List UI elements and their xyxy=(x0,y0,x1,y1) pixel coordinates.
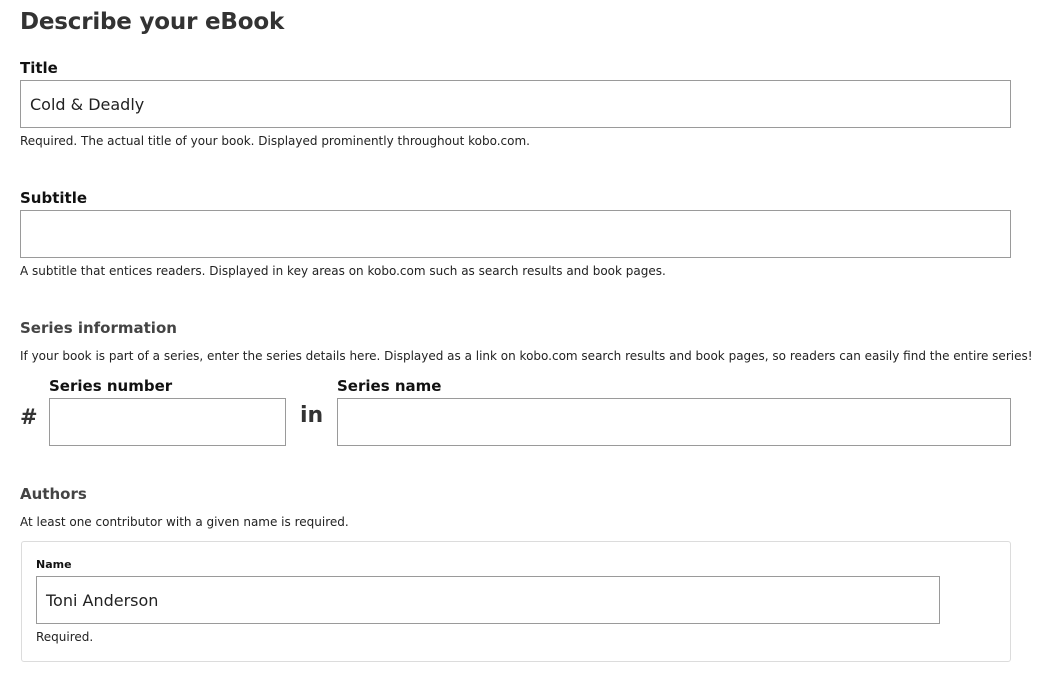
hash-symbol: # xyxy=(20,405,38,429)
title-input-value: Cold & Deadly xyxy=(30,94,145,114)
series-section-title: Series information xyxy=(20,319,177,337)
in-separator: in xyxy=(300,403,324,428)
title-help-text: Required. The actual title of your book. Displayed prominently throughout kobo.com. xyxy=(20,134,530,148)
author-name-input[interactable] xyxy=(36,576,940,624)
title-input[interactable] xyxy=(20,80,1011,128)
author-name-label: Name xyxy=(36,558,72,571)
author-card xyxy=(21,541,1011,662)
series-help-text: If your book is part of a series, enter the series details here. Displayed as a link on kobo.com search results and book pages, so readers can easily find the entire series! xyxy=(20,349,1033,363)
series-number-input[interactable] xyxy=(49,398,286,446)
author-name-value: Toni Anderson xyxy=(46,590,159,610)
page-title: Describe your eBook xyxy=(20,9,285,35)
subtitle-help-text: A subtitle that entices readers. Displayed in key areas on kobo.com such as search results and book pages. xyxy=(20,264,666,278)
series-number-label: Series number xyxy=(49,377,173,395)
subtitle-input[interactable] xyxy=(20,210,1011,258)
authors-section-title: Authors xyxy=(20,485,87,503)
author-name-help-text: Required. xyxy=(36,630,94,644)
subtitle-label: Subtitle xyxy=(20,189,88,207)
title-label: Title xyxy=(20,59,58,77)
series-name-label: Series name xyxy=(337,377,442,395)
authors-help-text: At least one contributor with a given name is required. xyxy=(20,515,349,529)
series-name-input[interactable] xyxy=(337,398,1011,446)
